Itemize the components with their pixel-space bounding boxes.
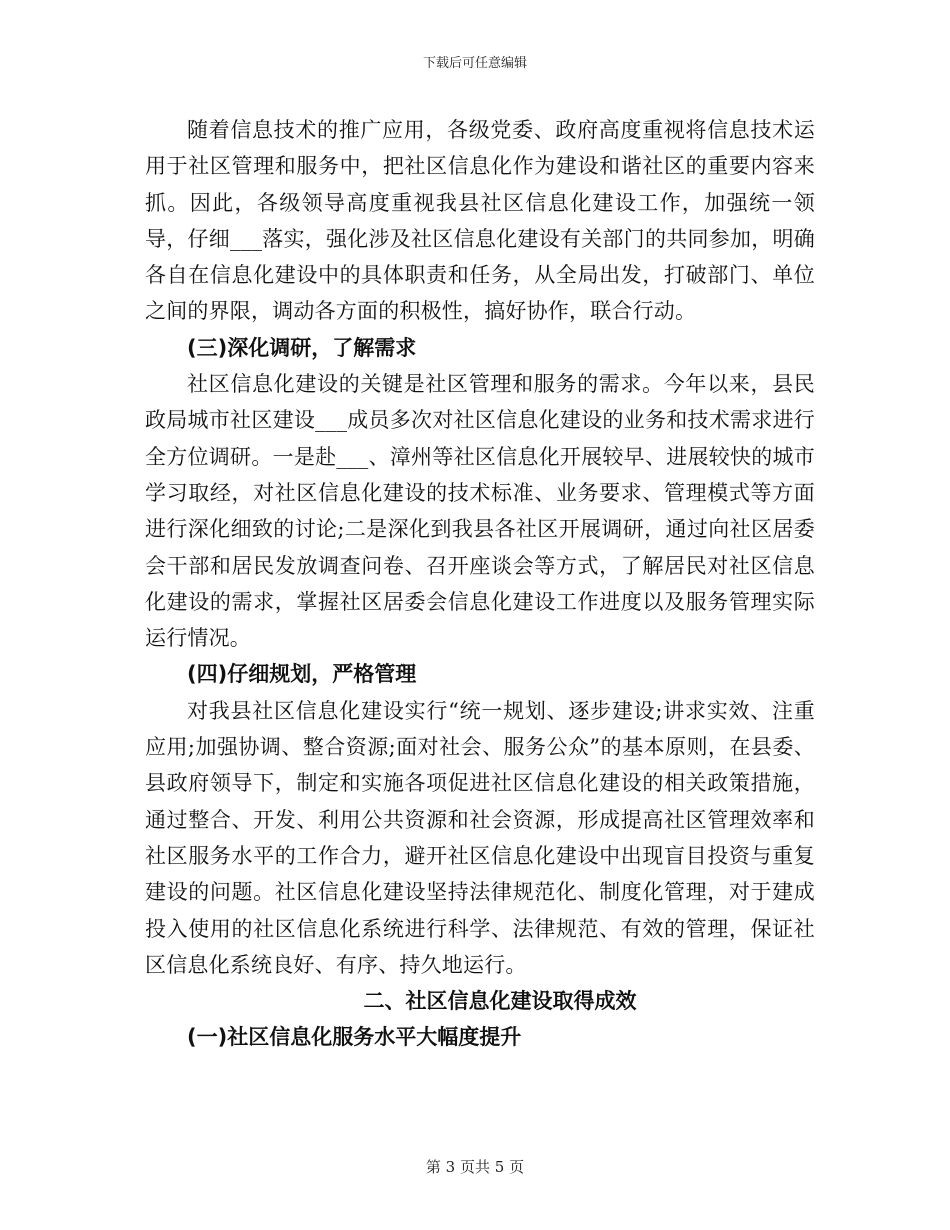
paragraph-research: 社区信息化建设的关键是社区管理和服务的需求。今年以来，县民政局城市社区建设___成员多次对社区信息化建设的业务和技术需求进行全方位调研。一是赴___、漳州等社区信息化开展较早、进展较快的城市学习取经，对社区信息化建设的技术标准、业务要求、管理模式等方面进行深化细致的讨论;二是深化到我县各社区开展调研，通过向社区居委会干部和居民发放调查问卷、召开座谈会等方式，了解居民对社区信息化建设的需求，掌握社区居委会信息化建设工作进度以及服务管理实际运行情况。 — [145, 372, 815, 651]
subheading-research: (三)深化调研，了解需求 — [187, 335, 417, 360]
document-body — [145, 112, 815, 1056]
subheading-planning: (四)仔细规划，严格管理 — [187, 662, 417, 687]
page-footer-number: 第 3 页共 5 页 — [425, 1158, 525, 1176]
page-header-note: 下载后可任意编辑 — [422, 56, 527, 71]
section-heading-achievements: 二、社区信息化建设取得成效 — [363, 989, 637, 1014]
paragraph-planning: 对我县社区信息化建设实行“统一规划、逐步建设;讲求实效、注重应用;加强协调、整合资源;面对社会、服务公众”的基本原则，在县委、县政府领导下，制定和实施各项促进社区信息化建设的相关政策措施，通过整合、开发、利用公共资源和社会资源，形成提高社区管理效率和社区服务水平的工作合力，避开社区信息化建设中出现盲目投资与重复建设的问题。社区信息化建设坚持法律规范化、制度化管理，对于建成投入使用的社区信息化系统进行科学、法律规范、有效的管理，保证社区信息化系统良好、有序、持久地运行。 — [145, 698, 815, 977]
paragraph-leadership: 随着信息技术的推广应用，各级党委、政府高度重视将信息技术运用于社区管理和服务中，把社区信息化作为建设和谐社区的重要内容来抓。因此，各级领导高度重视我县社区信息化建设工作，加强统一领导，仔细___落实，强化涉及社区信息化建设有关部门的共同参加，明确各自在信息化建设中的具体职责和任务，从全局出发，打破部门、单位之间的界限，调动各方面的积极性，搞好协作，联合行动。 — [145, 118, 815, 324]
subheading-service-level: (一)社区信息化服务水平大幅度提升 — [187, 1025, 522, 1050]
